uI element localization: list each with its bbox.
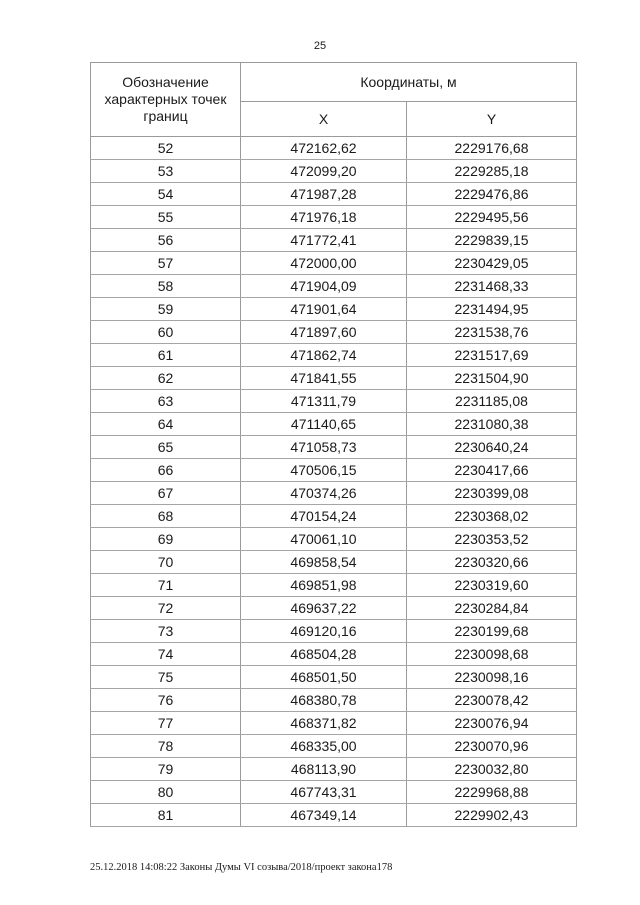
cell-x: 472162,62 — [241, 137, 407, 160]
cell-y: 2231185,08 — [407, 390, 577, 413]
cell-x: 468504,28 — [241, 643, 407, 666]
cell-point: 63 — [91, 390, 241, 413]
cell-point: 67 — [91, 482, 241, 505]
table-row — [91, 459, 577, 482]
cell-point: 64 — [91, 413, 241, 436]
cell-x: 467349,14 — [241, 804, 407, 827]
table-row — [91, 367, 577, 390]
table-row — [91, 735, 577, 758]
table-row — [91, 436, 577, 459]
cell-x: 468501,50 — [241, 666, 407, 689]
cell-x: 469858,54 — [241, 551, 407, 574]
cell-y: 2230399,08 — [407, 482, 577, 505]
table-row — [91, 275, 577, 298]
cell-y: 2229902,43 — [407, 804, 577, 827]
table-row — [91, 413, 577, 436]
table-row — [91, 643, 577, 666]
table-row — [91, 206, 577, 229]
coordinates-table — [90, 62, 577, 827]
cell-point: 70 — [91, 551, 241, 574]
cell-x: 470061,10 — [241, 528, 407, 551]
cell-y: 2231538,76 — [407, 321, 577, 344]
table-row — [91, 781, 577, 804]
table-row — [91, 482, 577, 505]
cell-x: 468380,78 — [241, 689, 407, 712]
cell-y: 2231494,95 — [407, 298, 577, 321]
table-row — [91, 505, 577, 528]
cell-y: 2230368,02 — [407, 505, 577, 528]
cell-x: 469120,16 — [241, 620, 407, 643]
cell-point: 60 — [91, 321, 241, 344]
cell-x: 471904,09 — [241, 275, 407, 298]
cell-y: 2230078,42 — [407, 689, 577, 712]
cell-point: 53 — [91, 160, 241, 183]
cell-x: 470506,15 — [241, 459, 407, 482]
cell-x: 469637,22 — [241, 597, 407, 620]
cell-y: 2230284,84 — [407, 597, 577, 620]
cell-x: 471897,60 — [241, 321, 407, 344]
cell-y: 2230076,94 — [407, 712, 577, 735]
cell-y: 2231080,38 — [407, 413, 577, 436]
cell-x: 471140,65 — [241, 413, 407, 436]
page-number: 25 — [313, 40, 327, 52]
cell-point: 58 — [91, 275, 241, 298]
cell-point: 59 — [91, 298, 241, 321]
cell-x: 468113,90 — [241, 758, 407, 781]
cell-y: 2229476,86 — [407, 183, 577, 206]
table-row — [91, 804, 577, 827]
cell-y: 2229285,18 — [407, 160, 577, 183]
cell-x: 472000,00 — [241, 252, 407, 275]
table-row — [91, 712, 577, 735]
cell-x: 468371,82 — [241, 712, 407, 735]
cell-point: 52 — [91, 137, 241, 160]
cell-point: 80 — [91, 781, 241, 804]
table-row — [91, 298, 577, 321]
cell-x: 471976,18 — [241, 206, 407, 229]
cell-point: 78 — [91, 735, 241, 758]
cell-x: 468335,00 — [241, 735, 407, 758]
header-x: X — [241, 102, 407, 137]
cell-y: 2229968,88 — [407, 781, 577, 804]
cell-x: 469851,98 — [241, 574, 407, 597]
cell-x: 470374,26 — [241, 482, 407, 505]
cell-y: 2230417,66 — [407, 459, 577, 482]
table-row — [91, 344, 577, 367]
header-point-designation: Обозначение характерных точек границ — [91, 63, 241, 137]
table-row — [91, 160, 577, 183]
table-row — [91, 183, 577, 206]
cell-y: 2229495,56 — [407, 206, 577, 229]
cell-point: 77 — [91, 712, 241, 735]
cell-y: 2230320,66 — [407, 551, 577, 574]
cell-x: 471901,64 — [241, 298, 407, 321]
cell-point: 72 — [91, 597, 241, 620]
cell-y: 2231468,33 — [407, 275, 577, 298]
header-coordinates: Координаты, м — [241, 63, 577, 102]
cell-point: 61 — [91, 344, 241, 367]
cell-x: 467743,31 — [241, 781, 407, 804]
footer-document-stamp: 25.12.2018 14:08:22 Законы Думы VI созыва/2018/проект закона178 — [90, 862, 393, 873]
cell-y: 2231517,69 — [407, 344, 577, 367]
cell-x: 472099,20 — [241, 160, 407, 183]
table-row — [91, 620, 577, 643]
cell-y: 2230032,80 — [407, 758, 577, 781]
cell-point: 56 — [91, 229, 241, 252]
table-row — [91, 137, 577, 160]
cell-y: 2231504,90 — [407, 367, 577, 390]
cell-point: 69 — [91, 528, 241, 551]
cell-point: 65 — [91, 436, 241, 459]
cell-x: 471841,55 — [241, 367, 407, 390]
table-row — [91, 666, 577, 689]
cell-point: 76 — [91, 689, 241, 712]
table-row — [91, 390, 577, 413]
cell-y: 2230070,96 — [407, 735, 577, 758]
cell-y: 2229839,15 — [407, 229, 577, 252]
cell-y: 2230429,05 — [407, 252, 577, 275]
cell-x: 471058,73 — [241, 436, 407, 459]
header-y: Y — [407, 102, 577, 137]
cell-y: 2230098,16 — [407, 666, 577, 689]
table-row — [91, 689, 577, 712]
table-row — [91, 551, 577, 574]
table-row — [91, 597, 577, 620]
cell-y: 2230353,52 — [407, 528, 577, 551]
table-row — [91, 758, 577, 781]
cell-y: 2230098,68 — [407, 643, 577, 666]
table-row — [91, 321, 577, 344]
cell-y: 2230199,68 — [407, 620, 577, 643]
cell-y: 2230319,60 — [407, 574, 577, 597]
cell-x: 471772,41 — [241, 229, 407, 252]
table-row — [91, 229, 577, 252]
table-body — [91, 137, 577, 827]
cell-point: 74 — [91, 643, 241, 666]
table-row — [91, 574, 577, 597]
cell-x: 471862,74 — [241, 344, 407, 367]
table-row — [91, 252, 577, 275]
cell-point: 71 — [91, 574, 241, 597]
cell-point: 57 — [91, 252, 241, 275]
cell-point: 79 — [91, 758, 241, 781]
cell-point: 81 — [91, 804, 241, 827]
cell-point: 54 — [91, 183, 241, 206]
cell-point: 68 — [91, 505, 241, 528]
cell-point: 55 — [91, 206, 241, 229]
cell-x: 471987,28 — [241, 183, 407, 206]
cell-point: 66 — [91, 459, 241, 482]
cell-x: 471311,79 — [241, 390, 407, 413]
cell-point: 62 — [91, 367, 241, 390]
cell-y: 2229176,68 — [407, 137, 577, 160]
cell-point: 73 — [91, 620, 241, 643]
cell-y: 2230640,24 — [407, 436, 577, 459]
table-row — [91, 528, 577, 551]
table-header — [91, 63, 577, 137]
cell-point: 75 — [91, 666, 241, 689]
cell-x: 470154,24 — [241, 505, 407, 528]
